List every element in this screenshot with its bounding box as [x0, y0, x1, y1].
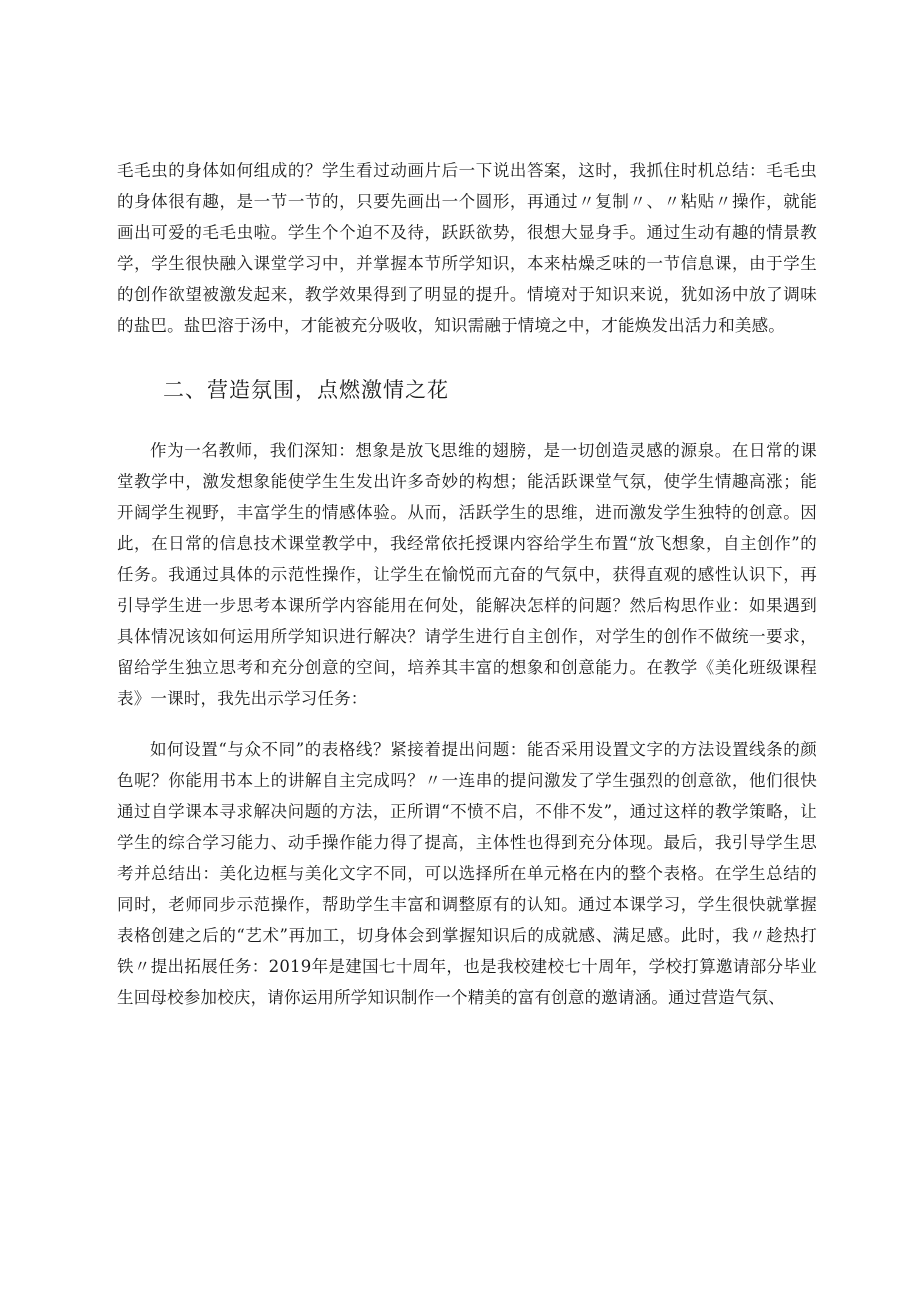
- paragraph-caterpillar: 毛毛虫的身体如何组成的？学生看过动画片后一下说出答案，这时，我抓住时机总结：毛毛虫的身体很有趣，是一节一节的，只要先画出一个圆形，再通过〃复制〃、〃粘贴〃操作，就能画出可爱的毛毛虫啦。学生个个迫不及待，跃跃欲势，很想大显身手。通过生动有趣的情景教学，学生很快融入课堂学习中，并掌握本节所学知识，本来枯燥乏味的一节信息课，由于学生的创作欲望被激发起来，教学效果得到了明显的提升。情境对于知识来说，犹如汤中放了调味的盐巴。盐巴溶于汤中，才能被充分吸收，知识需融于情境之中，才能焕发出活力和美感。: [117, 161, 817, 335]
- document-page: [117, 155, 817, 1013]
- section-heading: 二、营造氛围，点燃激情之花: [163, 378, 449, 402]
- paragraph-imagination: 作为一名教师，我们深知：想象是放飞思维的翅膀，是一切创造灵感的源泉。在日常的课堂教学中，激发想象能使学生生发出许多奇妙的构想；能活跃课堂气氛，使学生情趣高涨；能开阔学生视野，丰富学生的情感体验。从而，活跃学生的思维，进而激发学生独特的创意。因此，在日常的信息技术课堂教学中，我经常依托授课内容给学生布置“放飞想象，自主创作”的任务。我通过具体的示范性操作，让学生在愉悦而亢奋的气氛中，获得直观的感性认识下，再引导学生进一步思考本课所学内容能用在何处，能解决怎样的问题？然后构思作业：如果遇到具体情况该如何运用所学知识进行解决？请学生进行自主创作，对学生的创作不做统一要求，留给学生独立思考和充分创意的空间，培养其丰富的想象和创意能力。在教学《美化班级课程表》一课时，我先出示学习任务：: [117, 441, 817, 708]
- paragraph-table-lines: 如何设置“与众不同”的表格线？紧接着提出问题：能否采用设置文字的方法设置线条的颜色呢？你能用书本上的讲解自主完成吗？〃一连串的提问激发了学生强烈的创意欲，他们很快通过自学课本寻求解决问题的方法，正所谓“不愤不启，不俳不发”，通过这样的教学策略，让学生的综合学习能力、动手操作能力得了提高，主体性也得到充分体现。最后，我引导学生思考并总结出：美化边框与美化文字不同，可以选择所在单元格在内的整个表格。在学生总结的同时，老师同步示范操作，帮助学生丰富和调整原有的认知。通过本课学习，学生很快就掌握表格创建之后的“艺术”再加工，切身体会到掌握知识后的成就感、满足感。此时，我〃趁热打铁〃提出拓展任务：2019年是建国七十周年，也是我校建校七十周年，学校打算邀请部分毕业生回母校参加校庆，请你运用所学知识制作一个精美的富有创意的邀请涵。通过营造气氛、: [117, 740, 817, 1007]
- paragraph-gap: [117, 714, 817, 734]
